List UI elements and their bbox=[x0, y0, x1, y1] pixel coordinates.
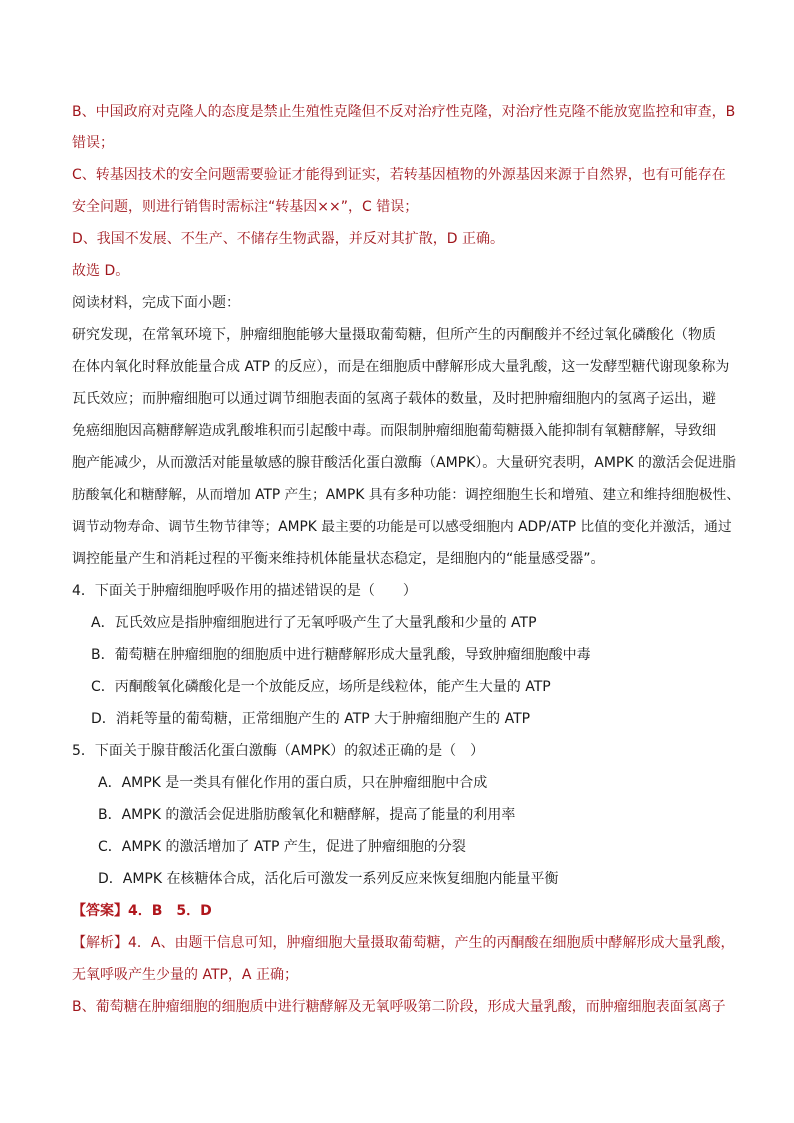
reading-intro: 阅读材料，完成下面小题： bbox=[72, 295, 240, 311]
reading-line: 免癌细胞因高糖酵解造成乳酸堆积而引起酸中毒。而限制肿瘤细胞葡萄糖摄入能抑制有氧糖酵解，导致细 bbox=[72, 423, 716, 439]
question-5-option-a: A．AMPK 是一类具有催化作用的蛋白质，只在肿瘤细胞中合成 bbox=[98, 775, 488, 791]
explanation-c-line-1: C、转基因技术的安全问题需要验证才能得到证实，若转基因植物的外源基因来源于自然界，也有可能存在 bbox=[72, 167, 726, 183]
reading-line: 胞产能减少，从而激活对能量敏感的腺苷酸活化蛋白激酶（AMPK）。大量研究表明，AMPK 的激活会促进脂 bbox=[72, 455, 737, 471]
question-5-stem: 5．下面关于腺苷酸活化蛋白激酶（AMPK）的叙述正确的是（ ） bbox=[72, 743, 485, 759]
reading-line: 肪酸氧化和糖酵解，从而增加 ATP 产生；AMPK 具有多种功能：调控细胞生长和增殖、建立和维持细胞极性、 bbox=[72, 487, 740, 503]
reading-line: 调节动物寿命、调节生物节律等；AMPK 最主要的功能是可以感受细胞内 ADP/ATP 比值的变化并激活，通过 bbox=[72, 519, 732, 535]
answer-line: 【答案】4．B 5．D bbox=[72, 903, 212, 919]
reading-line: 研究发现，在常氧环境下，肿瘤细胞能够大量摄取葡萄糖，但所产生的丙酮酸并不经过氧化磷酸化（物质 bbox=[72, 327, 716, 343]
analysis-line-3: B、葡萄糖在肿瘤细胞的细胞质中进行糖酵解及无氧呼吸第二阶段，形成大量乳酸，而肿瘤细胞表面氢离子 bbox=[72, 999, 726, 1015]
question-4-option-b: B．葡萄糖在肿瘤细胞的细胞质中进行糖酵解形成大量乳酸，导致肿瘤细胞酸中毒 bbox=[91, 647, 591, 663]
question-4-option-c: C．丙酮酸氧化磷酸化是一个放能反应，场所是线粒体，能产生大量的 ATP bbox=[91, 679, 551, 695]
question-5-option-c: C．AMPK 的激活增加了 ATP 产生，促进了肿瘤细胞的分裂 bbox=[98, 839, 466, 855]
explanation-b-line-2: 错误； bbox=[72, 135, 114, 151]
question-5-option-d: D．AMPK 在核糖体合成，活化后可激发一系列反应来恢复细胞内能量平衡 bbox=[98, 871, 559, 887]
reading-line: 在体内氧化时释放能量合成 ATP 的反应），而是在细胞质中酵解形成大量乳酸，这一发酵型糖代谢现象称为 bbox=[72, 359, 730, 375]
explanation-d-line: D、我国不发展、不生产、不储存生物武器，并反对其扩散，D 正确。 bbox=[72, 231, 505, 247]
reading-line: 调控能量产生和消耗过程的平衡来维持机体能量状态稳定，是细胞内的“能量感受器”。 bbox=[72, 551, 605, 567]
explanation-choose: 故选 D。 bbox=[72, 263, 130, 279]
analysis-line-1: 【解析】4．A、由题干信息可知，肿瘤细胞大量摄取葡萄糖，产生的丙酮酸在细胞质中酵解形成大量乳酸， bbox=[72, 935, 735, 951]
explanation-b-line-1: B、中国政府对克隆人的态度是禁止生殖性克隆但不反对治疗性克隆，对治疗性克隆不能放宽监控和审查，B bbox=[72, 104, 736, 120]
explanation-c-line-2: 安全问题，则进行销售时需标注“转基因××”，C 错误； bbox=[72, 199, 419, 215]
analysis-line-2: 无氧呼吸产生少量的 ATP，A 正确； bbox=[72, 967, 298, 983]
question-4-option-a: A．瓦氏效应是指肿瘤细胞进行了无氧呼吸产生了大量乳酸和少量的 ATP bbox=[91, 615, 537, 631]
reading-line: 瓦氏效应；而肿瘤细胞可以通过调节细胞表面的氢离子载体的数量，及时把肿瘤细胞内的氢离子运出，避 bbox=[72, 391, 716, 407]
question-4-option-d: D．消耗等量的葡萄糖，正常细胞产生的 ATP 大于肿瘤细胞产生的 ATP bbox=[91, 711, 531, 727]
question-5-option-b: B．AMPK 的激活会促进脂肪酸氧化和糖酵解，提高了能量的利用率 bbox=[98, 807, 516, 823]
question-4-stem: 4．下面关于肿瘤细胞呼吸作用的描述错误的是（ ） bbox=[72, 583, 417, 599]
